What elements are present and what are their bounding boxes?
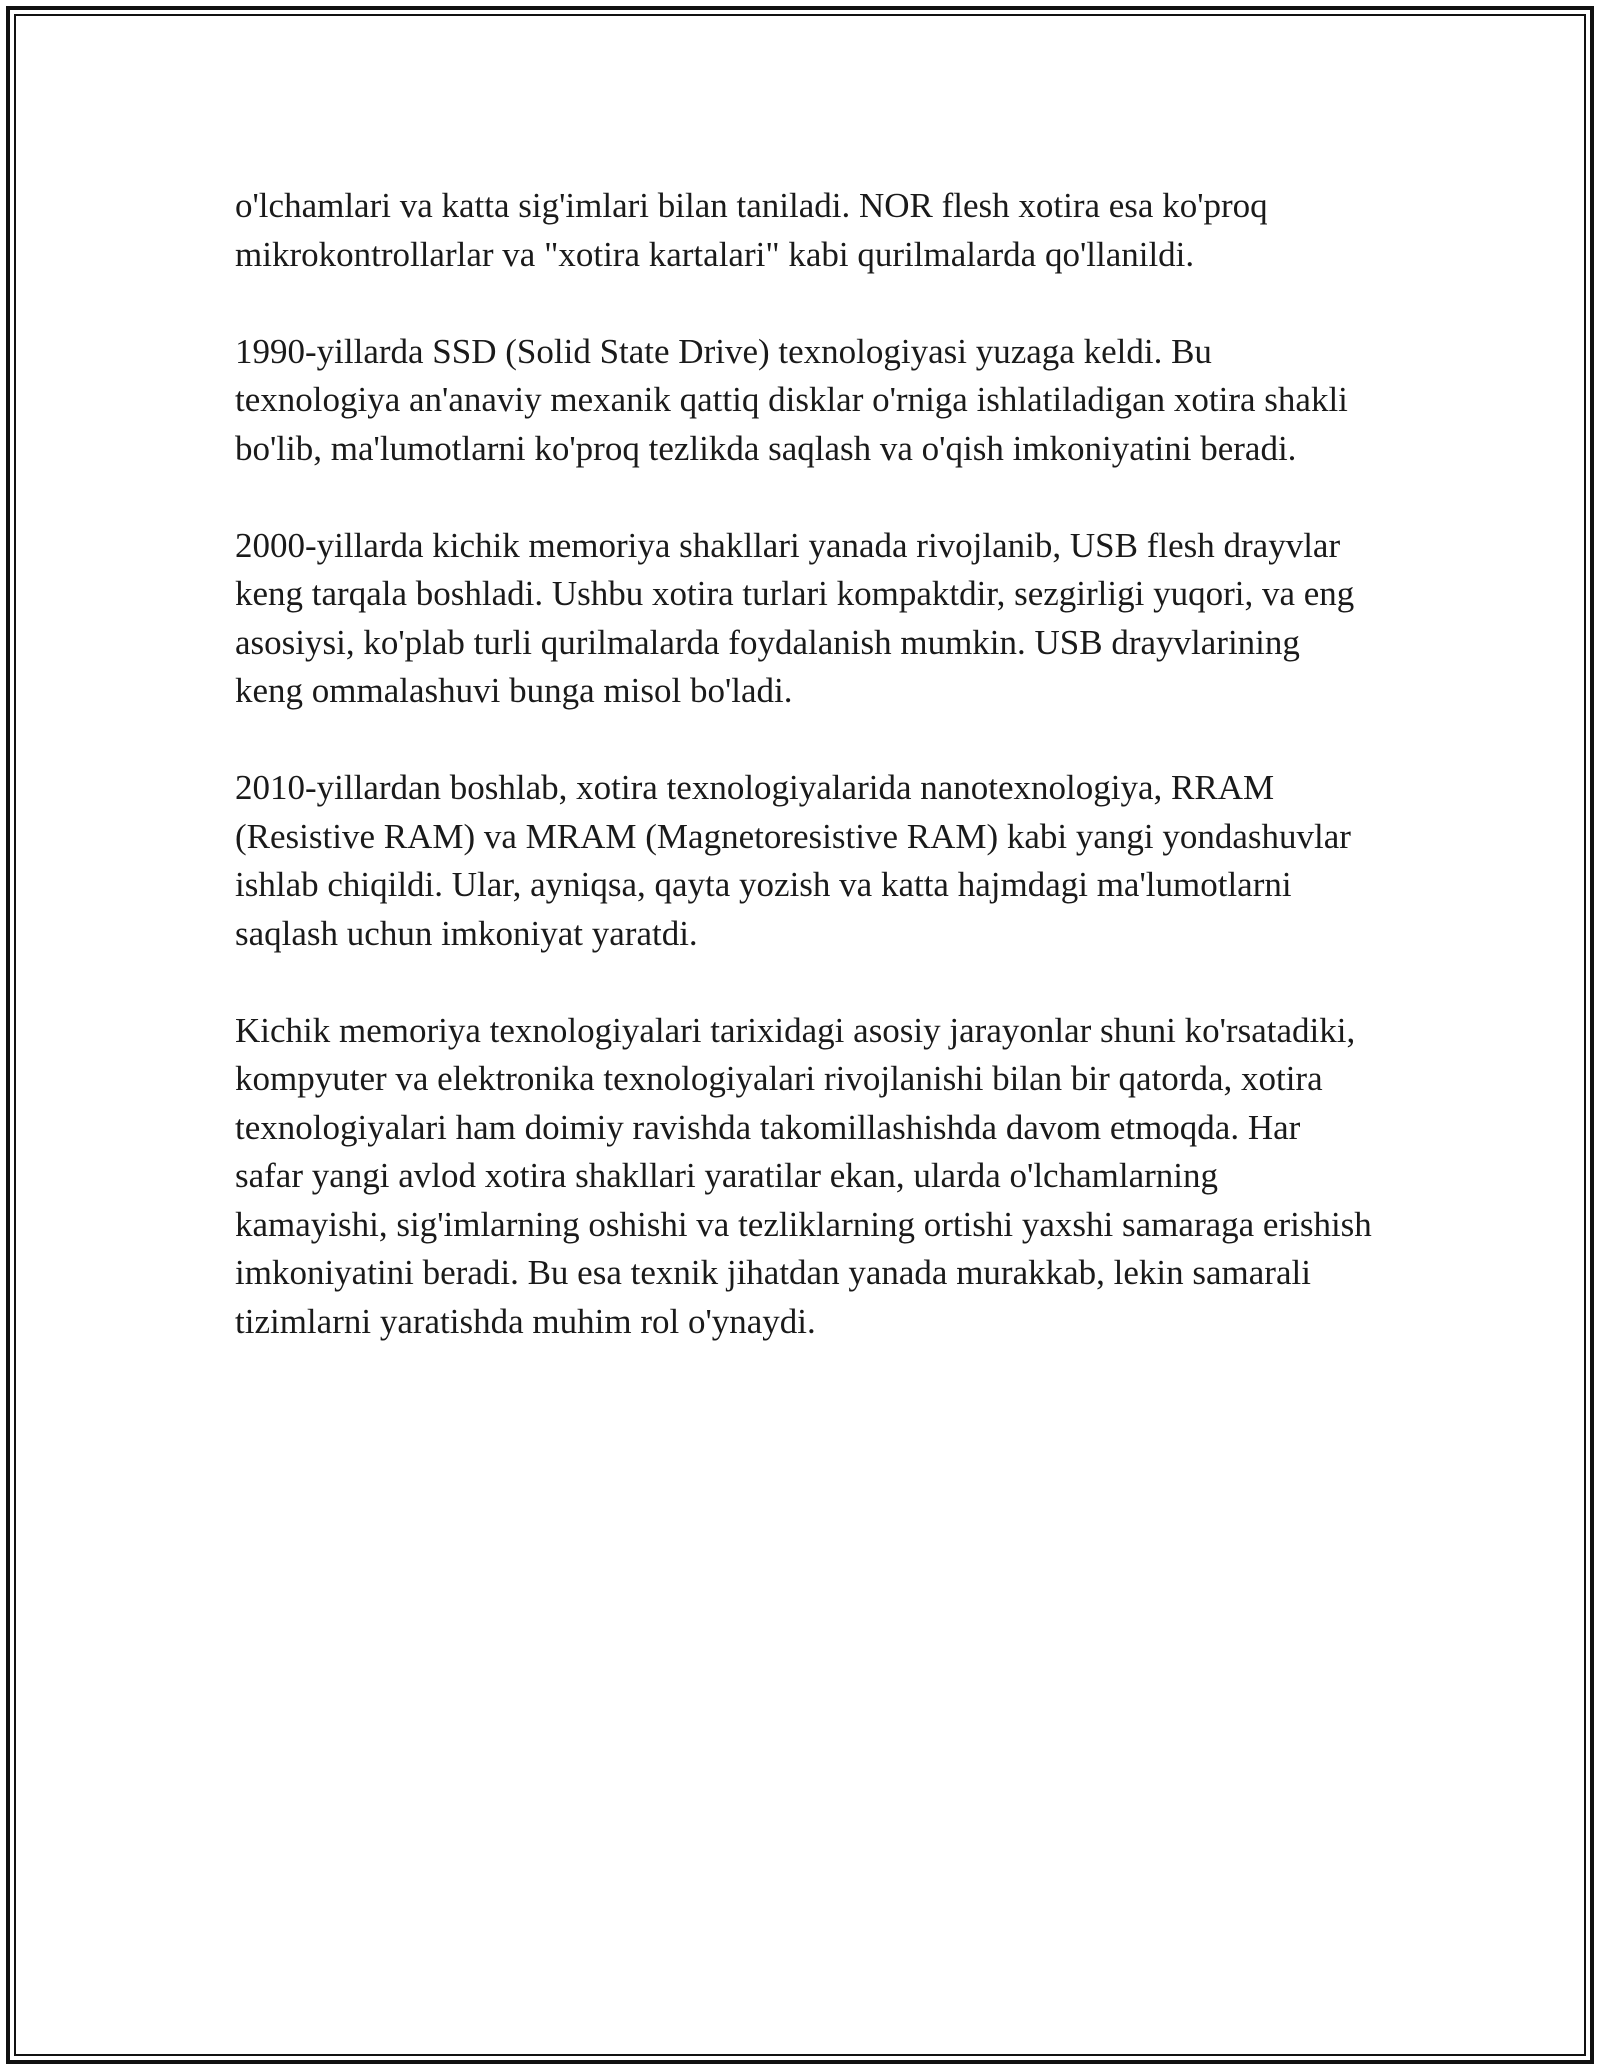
paragraph-conclusion: Kichik memoriya texnologiyalari tarixidagi asosiy jarayonlar shuni ko'rsatadiki, kompyuter va elektronika texnologiyalari rivojlanishi bilan bir qatorda, xotira texnologiyalari ham doimiy ravishda takomillashishda davom etmoqda. Har safar yangi avlod xotira shakllari yaratilar ekan, ularda o'lchamlarning kamayishi, sig'imlarning oshishi va tezliklarning ortishi yaxshi samaraga erishish imkoniyatini beradi. Bu esa texnik jihatdan yanada murakkab, lekin samarali tizimlarni yaratishda muhim rol o'ynaydi. xyxy=(235,1010,1372,1341)
paragraph-usb-2000s: 2000-yillarda kichik memoriya shakllari yanada rivojlanib, USB flesh drayvlar keng tarqala boshladi. Ushbu xotira turlari kompaktdir, sezgirligi yuqori, va eng asosiysi, ko'plab turli qurilmalarda foydalanish mumkin. USB drayvlarining keng ommalashuvi bunga misol bo'ladi. xyxy=(235,525,1355,710)
paragraph-rram-mram-2010s: 2010-yillardan boshlab, xotira texnologiyalarida nanotexnologiya, RRAM (Resistive RAM) va MRAM (Magnetoresistive RAM) kabi yangi yondashuvlar ishlab chiqildi. Ular, ayniqsa, qayta yozish va katta hajmdagi ma'lumotlarni saqlash uchun imkoniyat yaratdi. xyxy=(235,768,1351,953)
paragraph-nor-flash: o'lchamlari va katta sig'imlari bilan taniladi. NOR flesh xotira esa ko'proq mikrokontrollarlar va "xotira kartalari" kabi qurilmalarda qo'llanildi. xyxy=(235,186,1268,274)
document-body xyxy=(235,182,1375,1346)
paragraph-ssd-1990s: 1990-yillarda SSD (Solid State Drive) texnologiyasi yuzaga keldi. Bu texnologiya an'anaviy mexanik qattiq disklar o'rniga ishlatiladigan xotira shakli bo'lib, ma'lumotlarni ko'proq tezlikda saqlash va o'qish imkoniyatini beradi. xyxy=(235,331,1348,468)
